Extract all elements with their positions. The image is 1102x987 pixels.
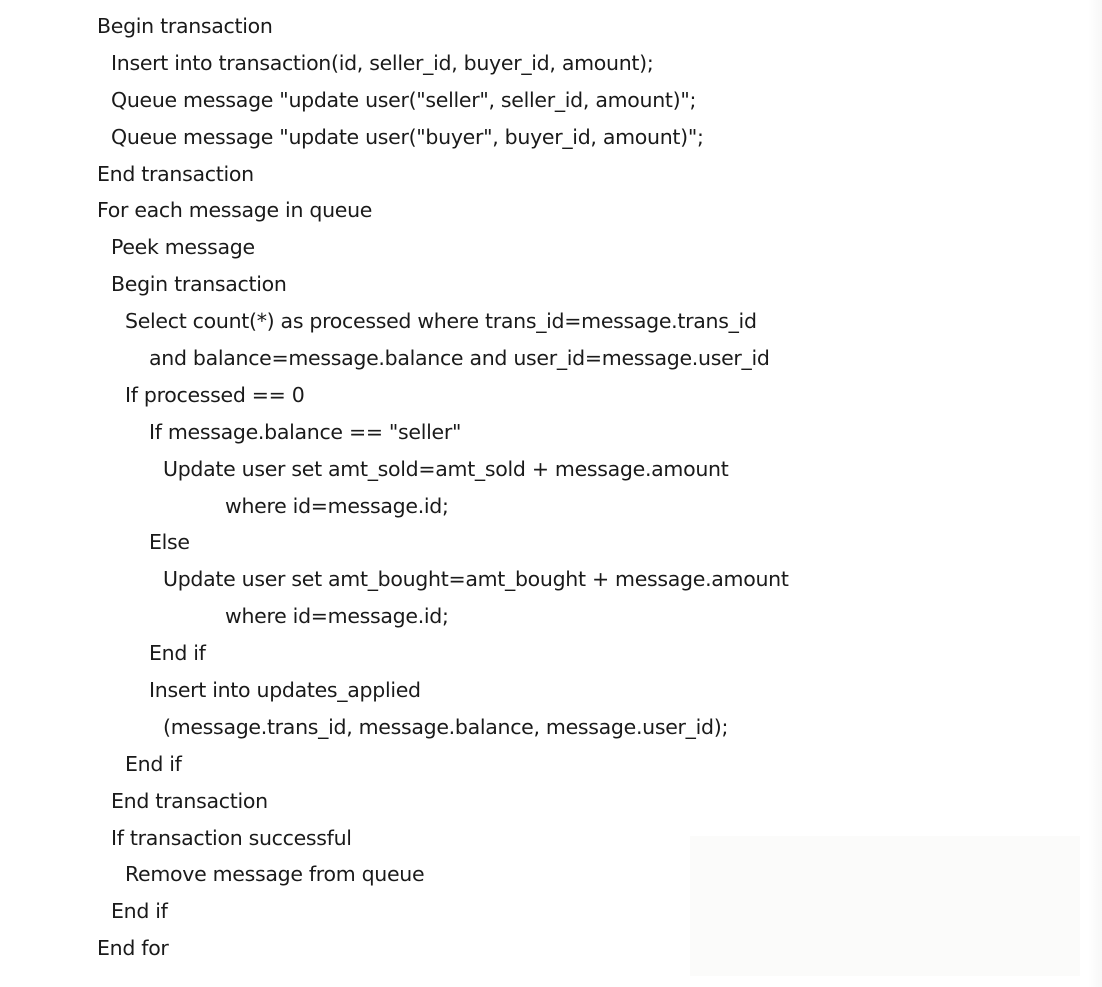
code-line: For each message in queue [97,198,373,223]
code-line: End transaction [111,788,268,813]
code-line: End for [97,936,169,961]
code-line: Update user set amt_bought=amt_bought + message.amount [163,567,789,592]
code-line: Update user set amt_sold=amt_sold + message.amount [163,456,729,481]
code-line: Select count(*) as processed where trans_id=message.trans_id [125,309,757,334]
code-line: Peek message [111,235,255,260]
code-line: End transaction [97,161,254,186]
code-line: Begin transaction [97,14,273,38]
scan-edge-shadow [1088,0,1102,987]
code-line: Insert into updates_applied [149,678,421,703]
code-line: and balance=message.balance and user_id=message.user_id [149,346,770,371]
code-line: End if [125,751,182,776]
code-line: If processed == 0 [125,382,305,407]
code-line: Insert into transaction(id, seller_id, buyer_id, amount); [111,50,654,75]
code-line: where id=message.id; [225,493,449,518]
code-line: If transaction successful [111,825,352,850]
code-line: Queue message "update user("seller", seller_id, amount)"; [111,87,697,112]
code-line: End if [149,641,206,666]
code-line: Else [149,530,190,555]
scan-smudge [690,836,1080,976]
code-line: where id=message.id; [225,604,449,629]
code-line: (message.trans_id, message.balance, message.user_id); [163,714,729,739]
code-line: If message.balance == "seller" [149,419,462,444]
code-line: Remove message from queue [125,862,425,887]
code-line: Queue message "update user("buyer", buyer_id, amount)"; [111,124,704,149]
pseudocode-block [97,8,1077,967]
code-line: End if [111,899,168,924]
code-line: Begin transaction [111,272,287,297]
